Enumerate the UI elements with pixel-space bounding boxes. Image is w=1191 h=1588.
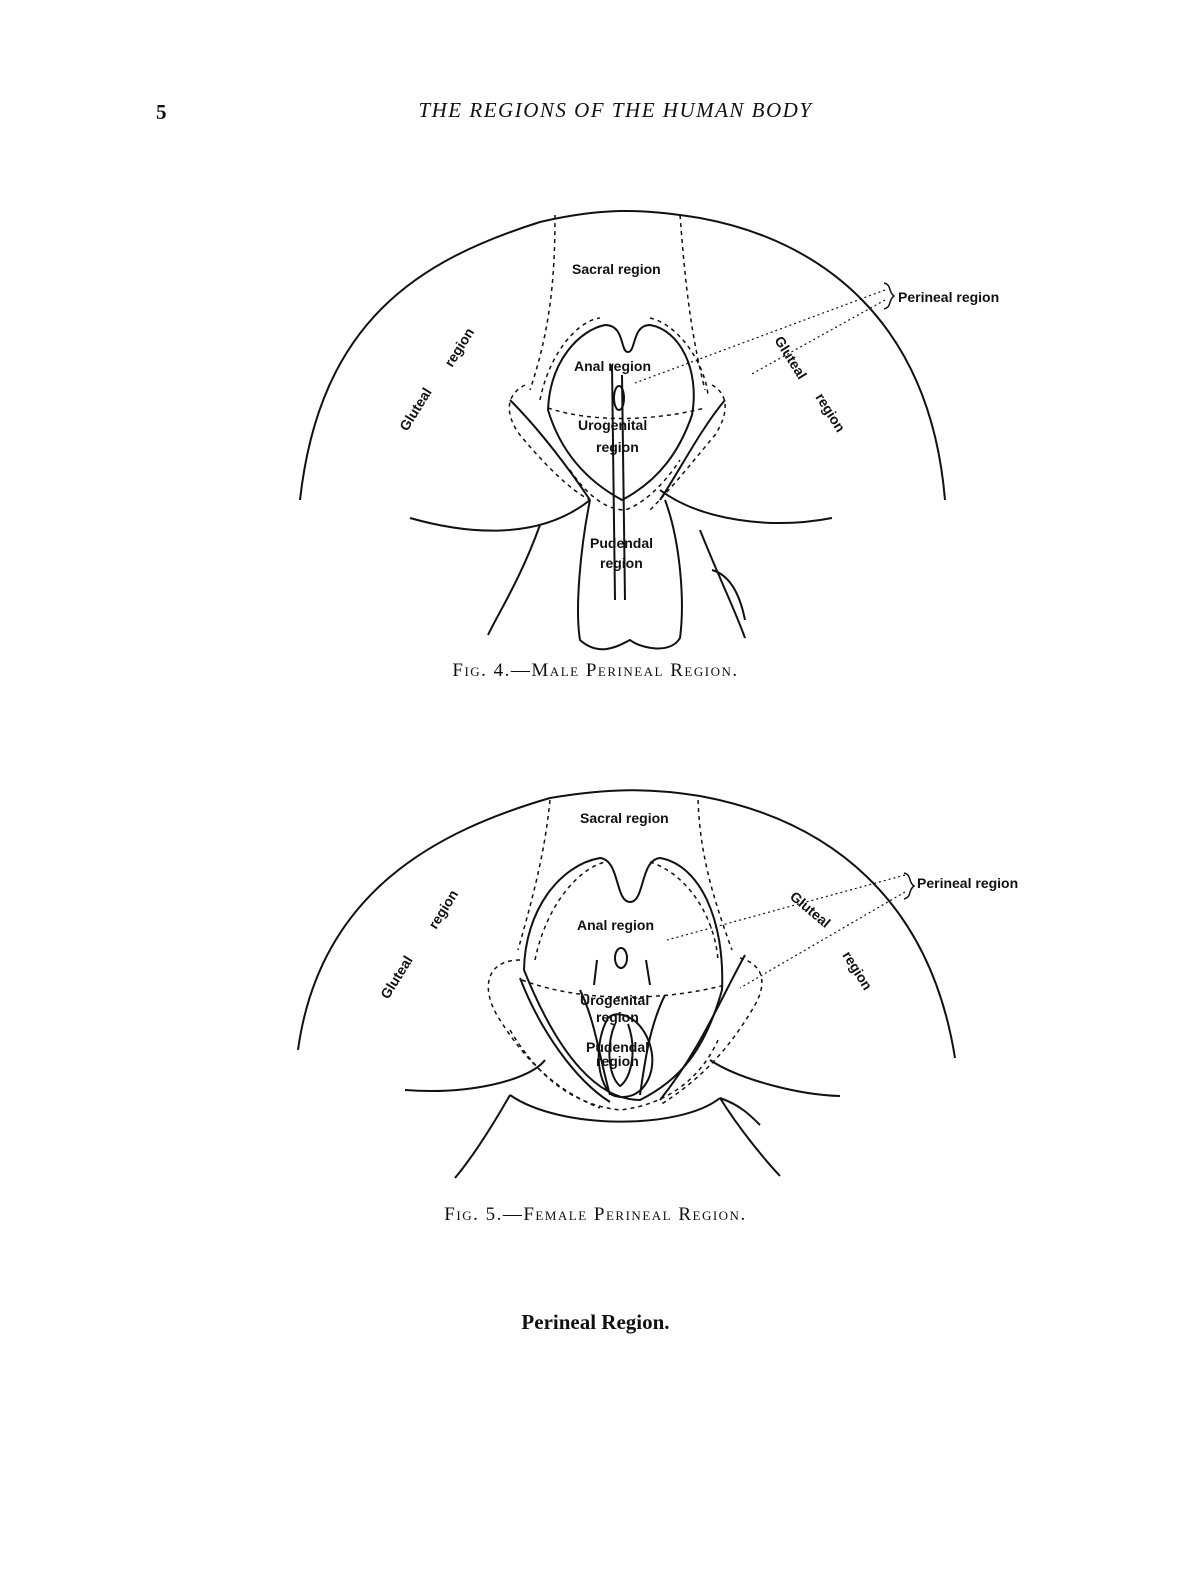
dashed-left-lobe <box>488 960 600 1108</box>
perineal-brace <box>904 873 914 899</box>
dashed-right-lobe <box>660 958 762 1105</box>
pudendal-label-line1: Pudendal <box>586 1039 650 1055</box>
left-leg-line <box>488 525 540 635</box>
urogenital-label-line1: Urogenital <box>578 417 648 433</box>
running-head: THE REGIONS OF THE HUMAN BODY <box>418 98 813 122</box>
figure-5-caption: Fig. 5.—Female Perineal Region. <box>444 1204 747 1225</box>
buttock-lower-curve <box>510 1095 720 1122</box>
sacral-right-boundary <box>698 800 732 950</box>
perineal-brace <box>884 283 894 309</box>
gluteal-right-label-1: Gluteal <box>787 888 834 931</box>
sacral-left-boundary <box>530 215 555 390</box>
left-leg-line <box>455 1095 510 1178</box>
figure-5-female-perineal-diagram <box>0 780 1191 1200</box>
perineal-leader-2 <box>750 300 885 375</box>
gluteal-left-label-2: region <box>440 324 478 370</box>
anal-region-label: Anal region <box>574 358 652 374</box>
right-thigh-line <box>660 490 832 523</box>
section-heading: Perineal Region. <box>521 1310 670 1334</box>
page-number: 5 <box>156 100 167 124</box>
anal-region-label: Anal region <box>577 917 655 933</box>
tick-right <box>646 960 650 985</box>
perineal-region-label: Perineal region <box>917 875 1019 891</box>
urogenital-label-line2: region <box>596 439 639 455</box>
gluteal-right-label-2: region <box>839 948 876 993</box>
gluteal-right-label-1: Gluteal <box>771 333 811 382</box>
gluteal-left-label-2: region <box>424 886 462 932</box>
pudendal-label-line2: region <box>600 555 643 571</box>
anal-region-outline <box>548 325 694 500</box>
figure-4-caption: Fig. 4.—Male Perineal Region. <box>452 660 739 681</box>
perineal-leader-2 <box>740 892 905 988</box>
left-thigh-line <box>410 500 590 531</box>
pudendal-label-line1: Pudendal <box>590 535 654 551</box>
right-leg-line <box>720 1098 780 1176</box>
right-leg-inner <box>720 1098 760 1125</box>
pudendal-outline <box>578 500 682 649</box>
right-thigh-line <box>710 1060 840 1096</box>
anus <box>615 948 627 968</box>
gluteal-left-label-1: Gluteal <box>376 952 416 1002</box>
sacral-region-label: Sacral region <box>580 810 669 826</box>
urogenital-label-line1: Urogenital <box>580 992 650 1008</box>
sacral-right-boundary <box>680 215 705 390</box>
urogenital-label-line2: region <box>596 1009 639 1025</box>
sacral-region-label: Sacral region <box>572 261 661 277</box>
gluteal-right-label-2: region <box>812 390 849 435</box>
left-thigh-line <box>405 1060 545 1091</box>
perineal-leader-1 <box>667 875 905 940</box>
perineal-region-label: Perineal region <box>898 289 1000 305</box>
figure-4-male-perineal-diagram <box>0 200 1191 660</box>
right-leg-line <box>700 530 745 638</box>
tick-left <box>594 960 597 985</box>
pudendal-label-line2: region <box>596 1053 639 1069</box>
gluteal-left-label-1: Gluteal <box>395 384 435 434</box>
